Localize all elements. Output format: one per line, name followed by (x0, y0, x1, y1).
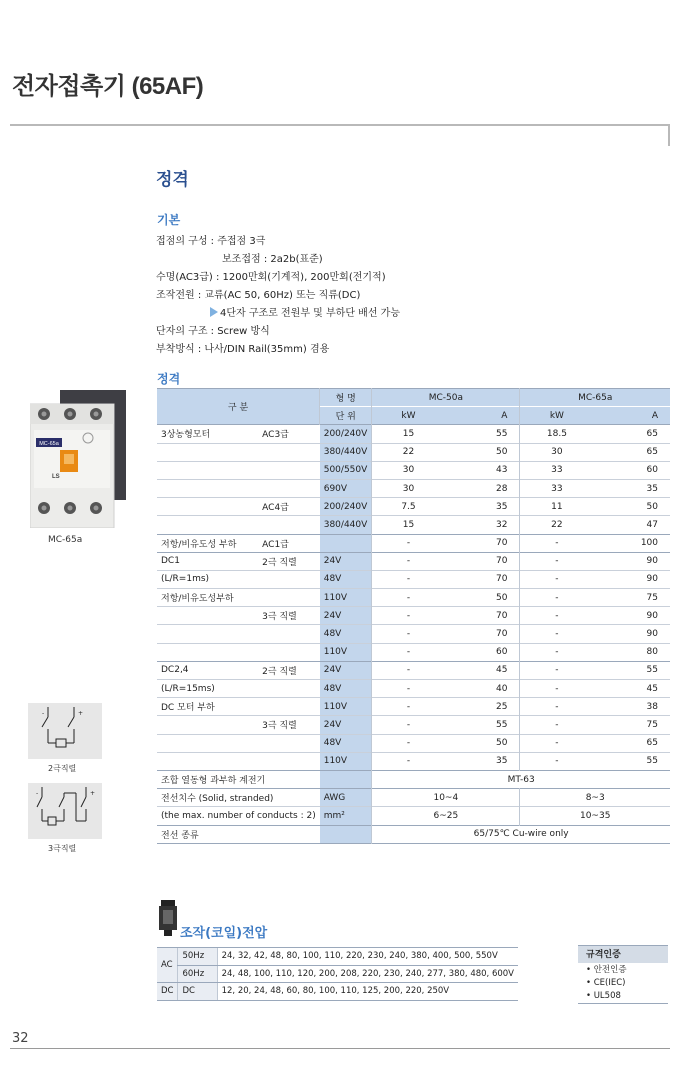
cell-voltage: 110V (320, 698, 372, 716)
coil-values: 24, 32, 42, 48, 80, 100, 110, 220, 230, 240, 380, 400, 500, 550V (217, 948, 518, 966)
cell-value: - (372, 752, 445, 770)
coil-ac-label: AC (157, 948, 178, 983)
cell-value: 28 (495, 483, 508, 494)
cell-value: 30 (372, 479, 445, 497)
coil-voltage-heading: 조작(코일)전압 (180, 926, 268, 941)
cell-value: 70 (495, 538, 508, 549)
cell-value: 90 (646, 610, 658, 621)
cell-value: - (520, 534, 593, 552)
row-category: (L/R=15ms) (161, 683, 215, 694)
cell-value: 45 (495, 665, 508, 676)
cell-value: 47 (646, 519, 658, 530)
cell-value: 10~35 (520, 807, 670, 825)
row-category: 조합 열동형 과부하 계전기 (161, 776, 266, 787)
cell-value: 70 (495, 610, 508, 621)
cell-value: - (372, 661, 445, 679)
header-unit: 단 위 (320, 407, 372, 425)
cell-voltage: 48V (320, 734, 372, 752)
page-number: 32 (12, 1031, 29, 1046)
cell-value: 11 (520, 498, 593, 516)
cell-voltage: 48V (320, 625, 372, 643)
cell-value: 33 (520, 461, 593, 479)
cell-value: 90 (646, 629, 658, 640)
three-pole-series-diagram (28, 783, 102, 839)
svg-text:+: + (90, 790, 96, 797)
cell-value: 10~4 (372, 789, 520, 807)
cell-value: 50 (646, 501, 658, 512)
cell-voltage: 24V (320, 552, 372, 570)
cell-voltage: 110V (320, 752, 372, 770)
cell-value: 90 (646, 574, 658, 585)
row-subcategory: 3극 직렬 (262, 721, 297, 732)
row-category: DC 모터 부하 (161, 703, 215, 714)
cell-voltage: 380/440V (320, 443, 372, 461)
section-heading-rating: 정격 (156, 170, 189, 190)
header-model: 형 명 (320, 389, 372, 407)
product-caption: MC-65a (48, 535, 83, 545)
row-category: DC1 (161, 556, 180, 567)
cell-value: - (372, 607, 445, 625)
title-divider-tick (668, 124, 670, 146)
header-mc65a: MC-65a (520, 389, 670, 407)
footer-divider (10, 1048, 670, 1049)
cell-value: 70 (495, 629, 508, 640)
cell-value: 30 (520, 443, 593, 461)
cell-value: 45 (646, 683, 658, 694)
row-subcategory: AC4급 (262, 503, 289, 514)
cell-value: - (372, 570, 445, 588)
cell-voltage: 24V (320, 716, 372, 734)
cell-value: 60 (495, 647, 508, 658)
header-a: A (445, 407, 520, 425)
coil-freq: 60Hz (178, 965, 217, 983)
cell-value: 65 (646, 428, 658, 439)
cell-unit: mm² (320, 807, 372, 825)
cell-value: 60 (646, 465, 658, 476)
basic-line: 보조접점 : 2a2b(표준) (222, 254, 323, 265)
coil-dc-label: DC (157, 983, 178, 1001)
cell-value: 35 (495, 756, 508, 767)
cell-value: - (520, 698, 593, 716)
basic-spec-list (156, 233, 400, 359)
subheading-basic: 기본 (157, 213, 181, 227)
coil-values: 12, 20, 24, 48, 60, 80, 100, 110, 125, 200, 220, 250V (217, 983, 518, 1001)
cell-value: - (520, 607, 593, 625)
row-subcategory: 2극 직렬 (262, 557, 297, 568)
cell-value: 35 (495, 501, 508, 512)
cell-value: - (520, 680, 593, 698)
cell-value: 43 (495, 465, 508, 476)
subheading-rating: 정격 (157, 372, 181, 386)
cell-value: 50 (495, 447, 508, 458)
cell-voltage: 24V (320, 607, 372, 625)
cell-voltage: 200/240V (320, 498, 372, 516)
header-gubun: 구 분 (157, 389, 320, 425)
svg-text:+: + (78, 710, 84, 717)
cell-value: 6~25 (372, 807, 520, 825)
header-kw: kW (372, 407, 445, 425)
cell-value: 80 (646, 647, 658, 658)
cell-value: 55 (646, 756, 658, 767)
cell-value: - (372, 534, 445, 552)
cell-value: - (372, 589, 445, 607)
cell-value: 15 (372, 425, 445, 443)
basic-line: 접점의 구성 : 주접점 3극 (156, 236, 266, 247)
svg-text:-: - (36, 790, 39, 797)
row-subcategory: AC3급 (262, 430, 289, 441)
cell-value: 75 (646, 719, 658, 730)
row-category: (L/R=1ms) (161, 574, 210, 585)
cell-value: 33 (520, 479, 593, 497)
header-mc50a: MC-50a (372, 389, 520, 407)
row-category: 저항/비유도성부하 (161, 594, 234, 605)
row-subcategory: 3극 직렬 (262, 612, 297, 623)
cell-value: - (372, 643, 445, 661)
row-category: 전선 종류 (161, 830, 199, 841)
brand-logo: LS (52, 474, 60, 480)
row-subcategory: 2극 직렬 (262, 666, 297, 677)
row-category: DC2,4 (161, 665, 189, 676)
cell-value: 70 (495, 574, 508, 585)
cell-value: - (520, 734, 593, 752)
cell-value: 50 (495, 738, 508, 749)
cell-value: 65 (646, 738, 658, 749)
row-category: (the max. number of conducts : 2) (161, 810, 316, 821)
row-category: 3상농형모터 (161, 430, 211, 441)
cell-value: 30 (372, 461, 445, 479)
cell-value: 55 (495, 719, 508, 730)
cell-value: 65 (646, 447, 658, 458)
cell-value: - (520, 716, 593, 734)
cell-voltage: 48V (320, 570, 372, 588)
coil-icon (159, 900, 177, 936)
cell-value: 38 (646, 701, 658, 712)
certification-item: • CE(IEC) (586, 978, 626, 988)
cell-value: 90 (646, 556, 658, 567)
model-tag: MC-65a (39, 441, 59, 447)
certification-item: • 안전인증 (586, 965, 627, 975)
basic-line: 조작전원 : 교류(AC 50, 60Hz) 또는 직류(DC) (156, 290, 361, 301)
row-category: 전선치수 (Solid, stranded) (161, 794, 274, 805)
title-divider (10, 124, 670, 126)
two-pole-series-diagram (28, 703, 102, 759)
header-kw: kW (520, 407, 593, 425)
coil-freq: 50Hz (178, 948, 217, 966)
cell-value: 22 (372, 443, 445, 461)
cell-value: 40 (495, 683, 508, 694)
cell-voltage: 380/440V (320, 516, 372, 534)
cell-value: - (520, 643, 593, 661)
cell-voltage: 24V (320, 661, 372, 679)
basic-line: 부착방식 : 나사/DIN Rail(35mm) 겸용 (156, 344, 330, 355)
cell-value: 15 (372, 516, 445, 534)
cell-value: 22 (520, 516, 593, 534)
header-a: A (593, 407, 670, 425)
arrow-right-icon (210, 307, 218, 317)
cell-value: 70 (495, 556, 508, 567)
basic-line: 단자의 구조 : Screw 방식 (156, 326, 270, 337)
cell-value: - (520, 752, 593, 770)
cell-value: 75 (646, 592, 658, 603)
cell-value: 7.5 (372, 498, 445, 516)
row-category: 저항/비유도성 부하 (161, 539, 237, 550)
cell-value: 55 (495, 428, 508, 439)
cell-value: - (520, 625, 593, 643)
cell-value: - (520, 661, 593, 679)
cell-voltage: 500/550V (320, 461, 372, 479)
basic-line: 수명(AC3급) : 1200만회(기계적), 200만회(전기적) (156, 272, 386, 283)
cell-value: - (372, 716, 445, 734)
certification-box (578, 945, 668, 1002)
rating-table (157, 388, 670, 844)
cell-value: - (520, 589, 593, 607)
cell-value: - (372, 698, 445, 716)
svg-text:-: - (42, 710, 45, 717)
cell-value: - (372, 734, 445, 752)
cell-value: 55 (646, 665, 658, 676)
cell-voltage: 690V (320, 479, 372, 497)
cell-voltage: 48V (320, 680, 372, 698)
coil-freq: DC (178, 983, 217, 1001)
cell-value: 18.5 (520, 425, 593, 443)
cell-unit: AWG (320, 789, 372, 807)
cell-value: MT-63 (372, 770, 670, 788)
cell-voltage: 110V (320, 589, 372, 607)
cell-value: 50 (495, 592, 508, 603)
cell-value: - (372, 680, 445, 698)
basic-line: 4단자 구조로 전원부 및 부하단 배선 가능 (156, 305, 400, 323)
cell-value: 25 (495, 701, 508, 712)
coil-values: 24, 48, 100, 110, 120, 200, 208, 220, 230, 240, 277, 380, 480, 600V (217, 965, 518, 983)
certification-item: • UL508 (586, 991, 621, 1001)
contactor-product-image (30, 388, 126, 528)
cell-value: 35 (646, 483, 658, 494)
row-subcategory: AC1급 (262, 539, 289, 550)
cell-voltage: 200/240V (320, 425, 372, 443)
cell-value: 65/75℃ Cu-wire only (372, 825, 670, 843)
coil-voltage-table (157, 947, 518, 1001)
page-title: 전자접촉기 (65AF) (12, 73, 204, 100)
cell-voltage: 110V (320, 643, 372, 661)
two-pole-caption: 2극직렬 (48, 764, 77, 773)
cell-value: - (372, 625, 445, 643)
cell-value: - (520, 570, 593, 588)
three-pole-caption: 3극직렬 (48, 844, 77, 853)
cell-value: - (520, 552, 593, 570)
cell-value: 8~3 (520, 789, 670, 807)
cell-value: - (372, 552, 445, 570)
cell-value: 32 (495, 519, 508, 530)
certification-title: 규격인증 (578, 945, 668, 963)
cell-value: 100 (640, 538, 658, 549)
